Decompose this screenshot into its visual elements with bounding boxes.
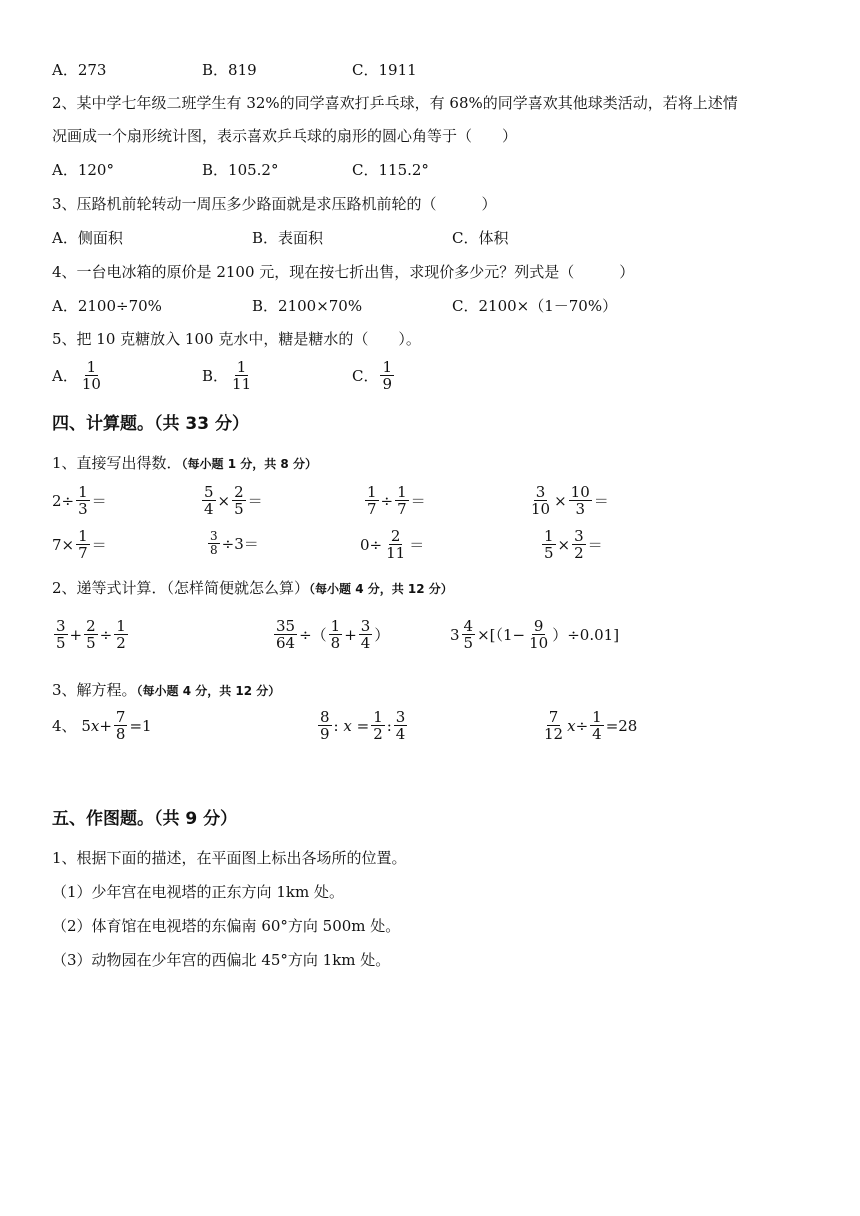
q3-option-c: C．体积 bbox=[452, 229, 509, 247]
section4-part2-heading: 2、递等式计算．（怎样简便就怎么算）（每小题 4 分，共 12 分） bbox=[52, 579, 453, 597]
calc-item-3: $\frac{1}{7}$ ÷ $\frac{1}{7}$ ＝ bbox=[367, 483, 426, 518]
q4-option-c: C．2100×（1－70%） bbox=[452, 297, 618, 315]
q2-option-a: A．120° bbox=[52, 161, 114, 179]
q5-text: 5、把 10 克糖放入 100 克水中，糖是糖水的（ ）。 bbox=[52, 330, 421, 348]
section4-part3-heading: 3、解方程。（每小题 4 分，共 12 分） bbox=[52, 681, 281, 699]
calc-item-1: 2÷ $\frac{1}{3}$ ＝ bbox=[52, 483, 107, 518]
section5-intro: 1、根据下面的描述，在平面图上标出各场所的位置。 bbox=[52, 849, 407, 867]
section4-part1-heading: 1、直接写出得数．（每小题 1 分，共 8 分） bbox=[52, 454, 317, 472]
q3-option-b: B．表面积 bbox=[252, 229, 324, 247]
q5-option-a: A． $\frac{1}{10}$ bbox=[52, 358, 101, 393]
calc-item-6: $\frac{3}{8}$ ÷3＝ bbox=[210, 529, 259, 557]
q5-option-c: C． $\frac{1}{9}$ bbox=[352, 358, 393, 393]
q4-option-a: A．2100÷70% bbox=[52, 297, 162, 315]
step-calc-3: 3 $\frac{4}{5}$ ×[（1− $\frac{9}{10}$ ）÷0.01] bbox=[450, 617, 620, 652]
q1-option-a: A．273 bbox=[52, 61, 107, 79]
q3-option-a: A．侧面积 bbox=[52, 229, 123, 247]
section5-title: 五、作图题。（共 9 分） bbox=[52, 809, 238, 829]
equation-1: 4、 5 x + $\frac{7}{8}$ =1 bbox=[52, 708, 152, 743]
q4-text: 4、一台电冰箱的原价是 2100 元，现在按七折出售，求现价多少元？列式是（ ） bbox=[52, 263, 635, 281]
equation-3: $\frac{7}{12}$ x ÷ $\frac{1}{4}$ =28 bbox=[544, 708, 638, 743]
step-calc-1: $\frac{3}{5}$ + $\frac{2}{5}$ ÷ $\frac{1}{2}$ bbox=[56, 617, 126, 652]
q1-option-c: C．1911 bbox=[352, 61, 417, 79]
q4-option-b: B．2100×70% bbox=[252, 297, 363, 315]
calc-item-2: $\frac{5}{4}$ × $\frac{2}{5}$ ＝ bbox=[204, 483, 263, 518]
q2-option-b: B．105.2° bbox=[202, 161, 279, 179]
section5-item-1: （1）少年宫在电视塔的正东方向 1km 处。 bbox=[52, 883, 344, 901]
q2-option-c: C．115.2° bbox=[352, 161, 429, 179]
calc-item-7: 0÷ $\frac{2}{11}$ ＝ bbox=[360, 527, 425, 562]
section5-item-2: （2）体育馆在电视塔的东偏南 60°方向 500m 处。 bbox=[52, 917, 401, 935]
q1-option-b: B．819 bbox=[202, 61, 257, 79]
equation-2: $\frac{8}{9}$ : x = $\frac{1}{2}$ : $\frac{3}{4}$ bbox=[320, 708, 406, 743]
q3-text: 3、压路机前轮转动一周压多少路面就是求压路机前轮的（ ） bbox=[52, 195, 497, 213]
calc-item-8: $\frac{1}{5}$ × $\frac{3}{2}$ ＝ bbox=[544, 527, 603, 562]
q5-option-b: B． $\frac{1}{11}$ bbox=[202, 358, 252, 393]
step-calc-2: $\frac{35}{64}$ ÷（ $\frac{1}{8}$ + $\frac{3}{4}$ ） bbox=[276, 617, 390, 652]
calc-item-4: $\frac{3}{10}$ × $\frac{10}{3}$ ＝ bbox=[531, 483, 609, 518]
section5-item-3: （3）动物园在少年宫的西偏北 45°方向 1km 处。 bbox=[52, 951, 391, 969]
q2-text-line2: 况画成一个扇形统计图，表示喜欢乒乓球的扇形的圆心角等于（ ） bbox=[52, 127, 518, 145]
q2-text-line1: 2、某中学七年级二班学生有 32%的同学喜欢打乒乓球，有 68%的同学喜欢其他球类活动，若将上述情 bbox=[52, 94, 738, 112]
section4-title: 四、计算题。（共 33 分） bbox=[52, 414, 249, 434]
calc-item-5: 7× $\frac{1}{7}$ ＝ bbox=[52, 527, 107, 562]
